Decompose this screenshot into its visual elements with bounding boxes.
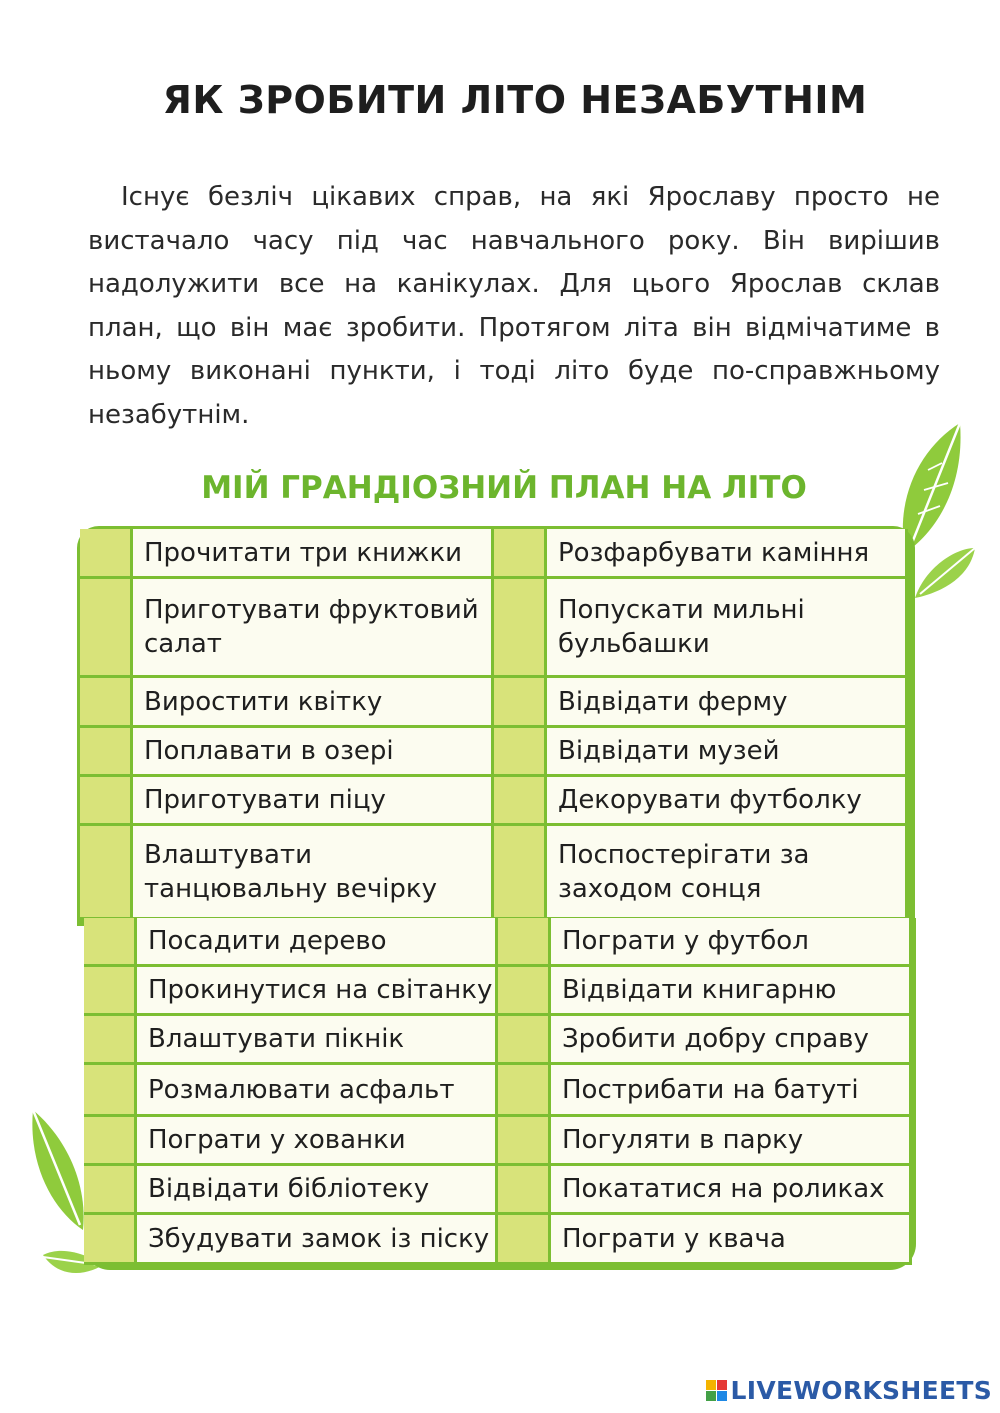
logo-text: LIVEWORKSHEETS [730,1376,992,1405]
plan-item: Відвідати ферму [547,678,908,728]
plan-item: Попускати мильні бульбашки [547,579,908,678]
checkbox[interactable] [84,918,137,967]
checkbox[interactable] [498,1166,551,1215]
checkbox[interactable] [80,777,133,826]
plan-item: Приготувати фруктовий салат [133,579,494,678]
checkbox[interactable] [84,1016,137,1065]
plan-item: Посадити дерево [137,918,498,967]
checkbox[interactable] [80,529,133,579]
page-title: ЯК ЗРОБИТИ ЛІТО НЕЗАБУТНІМ [162,78,868,122]
checkbox[interactable] [84,1166,137,1215]
checkbox[interactable] [494,728,547,777]
liveworksheets-logo [706,1376,992,1405]
plan-item: Відвідати бібліотеку [137,1166,498,1215]
plan-item: Поплавати в озері [133,728,494,777]
checkbox[interactable] [494,678,547,728]
intro-paragraph: Існує безліч цікавих справ, на які Ярославу просто не вистачало часу під час навчального року. Він вирішив надолужити все на канікулах. Для цього Ярослав склав план, що він має зробити. Протягом літа він відмічатиме в ньому виконані пункти, і тоді літо буде по-справжньому незабутнім. [88,182,940,430]
checkbox[interactable] [498,967,551,1016]
checkbox[interactable] [84,967,137,1016]
checkbox[interactable] [80,678,133,728]
plan-item: Виростити квітку [133,678,494,728]
checkbox[interactable] [84,1065,137,1117]
checkbox[interactable] [84,1117,137,1166]
plan-item: Прочитати три книжки [133,529,494,579]
plan-item: Влаштувати танцювальну вечірку [133,826,494,920]
checkbox[interactable] [84,1215,137,1265]
plan-item: Відвідати музей [547,728,908,777]
checkbox[interactable] [498,1215,551,1265]
plan-item: Відвідати книгарню [551,967,912,1016]
plan-item: Поспостерігати за заходом сонця [547,826,908,920]
checkbox[interactable] [494,579,547,678]
plan-item: Влаштувати пікнік [137,1016,498,1065]
plan-item: Розфарбувати каміння [547,529,908,579]
logo-icon [706,1380,727,1401]
plan-item: Покататися на роликах [551,1166,912,1215]
checkbox[interactable] [498,1016,551,1065]
plan-table-top [80,529,908,920]
plan-item: Прокинутися на світанку [137,967,498,1016]
plan-title: МІЙ ГРАНДІОЗНИЙ ПЛАН НА ЛІТО [201,470,807,506]
checkbox[interactable] [498,918,551,967]
checkbox[interactable] [498,1065,551,1117]
checkbox[interactable] [80,728,133,777]
checkbox[interactable] [494,826,547,920]
plan-item: Приготувати піцу [133,777,494,826]
plan-item: Пограти у хованки [137,1117,498,1166]
plan-table-bottom [84,918,913,1265]
checkbox[interactable] [80,826,133,920]
plan-item: Декорувати футболку [547,777,908,826]
plan-item: Пострибати на батуті [551,1065,912,1117]
checkbox[interactable] [494,529,547,579]
plan-item: Пограти у квача [551,1215,912,1265]
plan-item: Погуляти в парку [551,1117,912,1166]
checkbox[interactable] [80,579,133,678]
plan-item: Зробити добру справу [551,1016,912,1065]
plan-item: Пограти у футбол [551,918,912,967]
plan-item: Збудувати замок із піску [137,1215,498,1265]
checkbox[interactable] [494,777,547,826]
checkbox[interactable] [498,1117,551,1166]
plan-item: Розмалювати асфальт [137,1065,498,1117]
